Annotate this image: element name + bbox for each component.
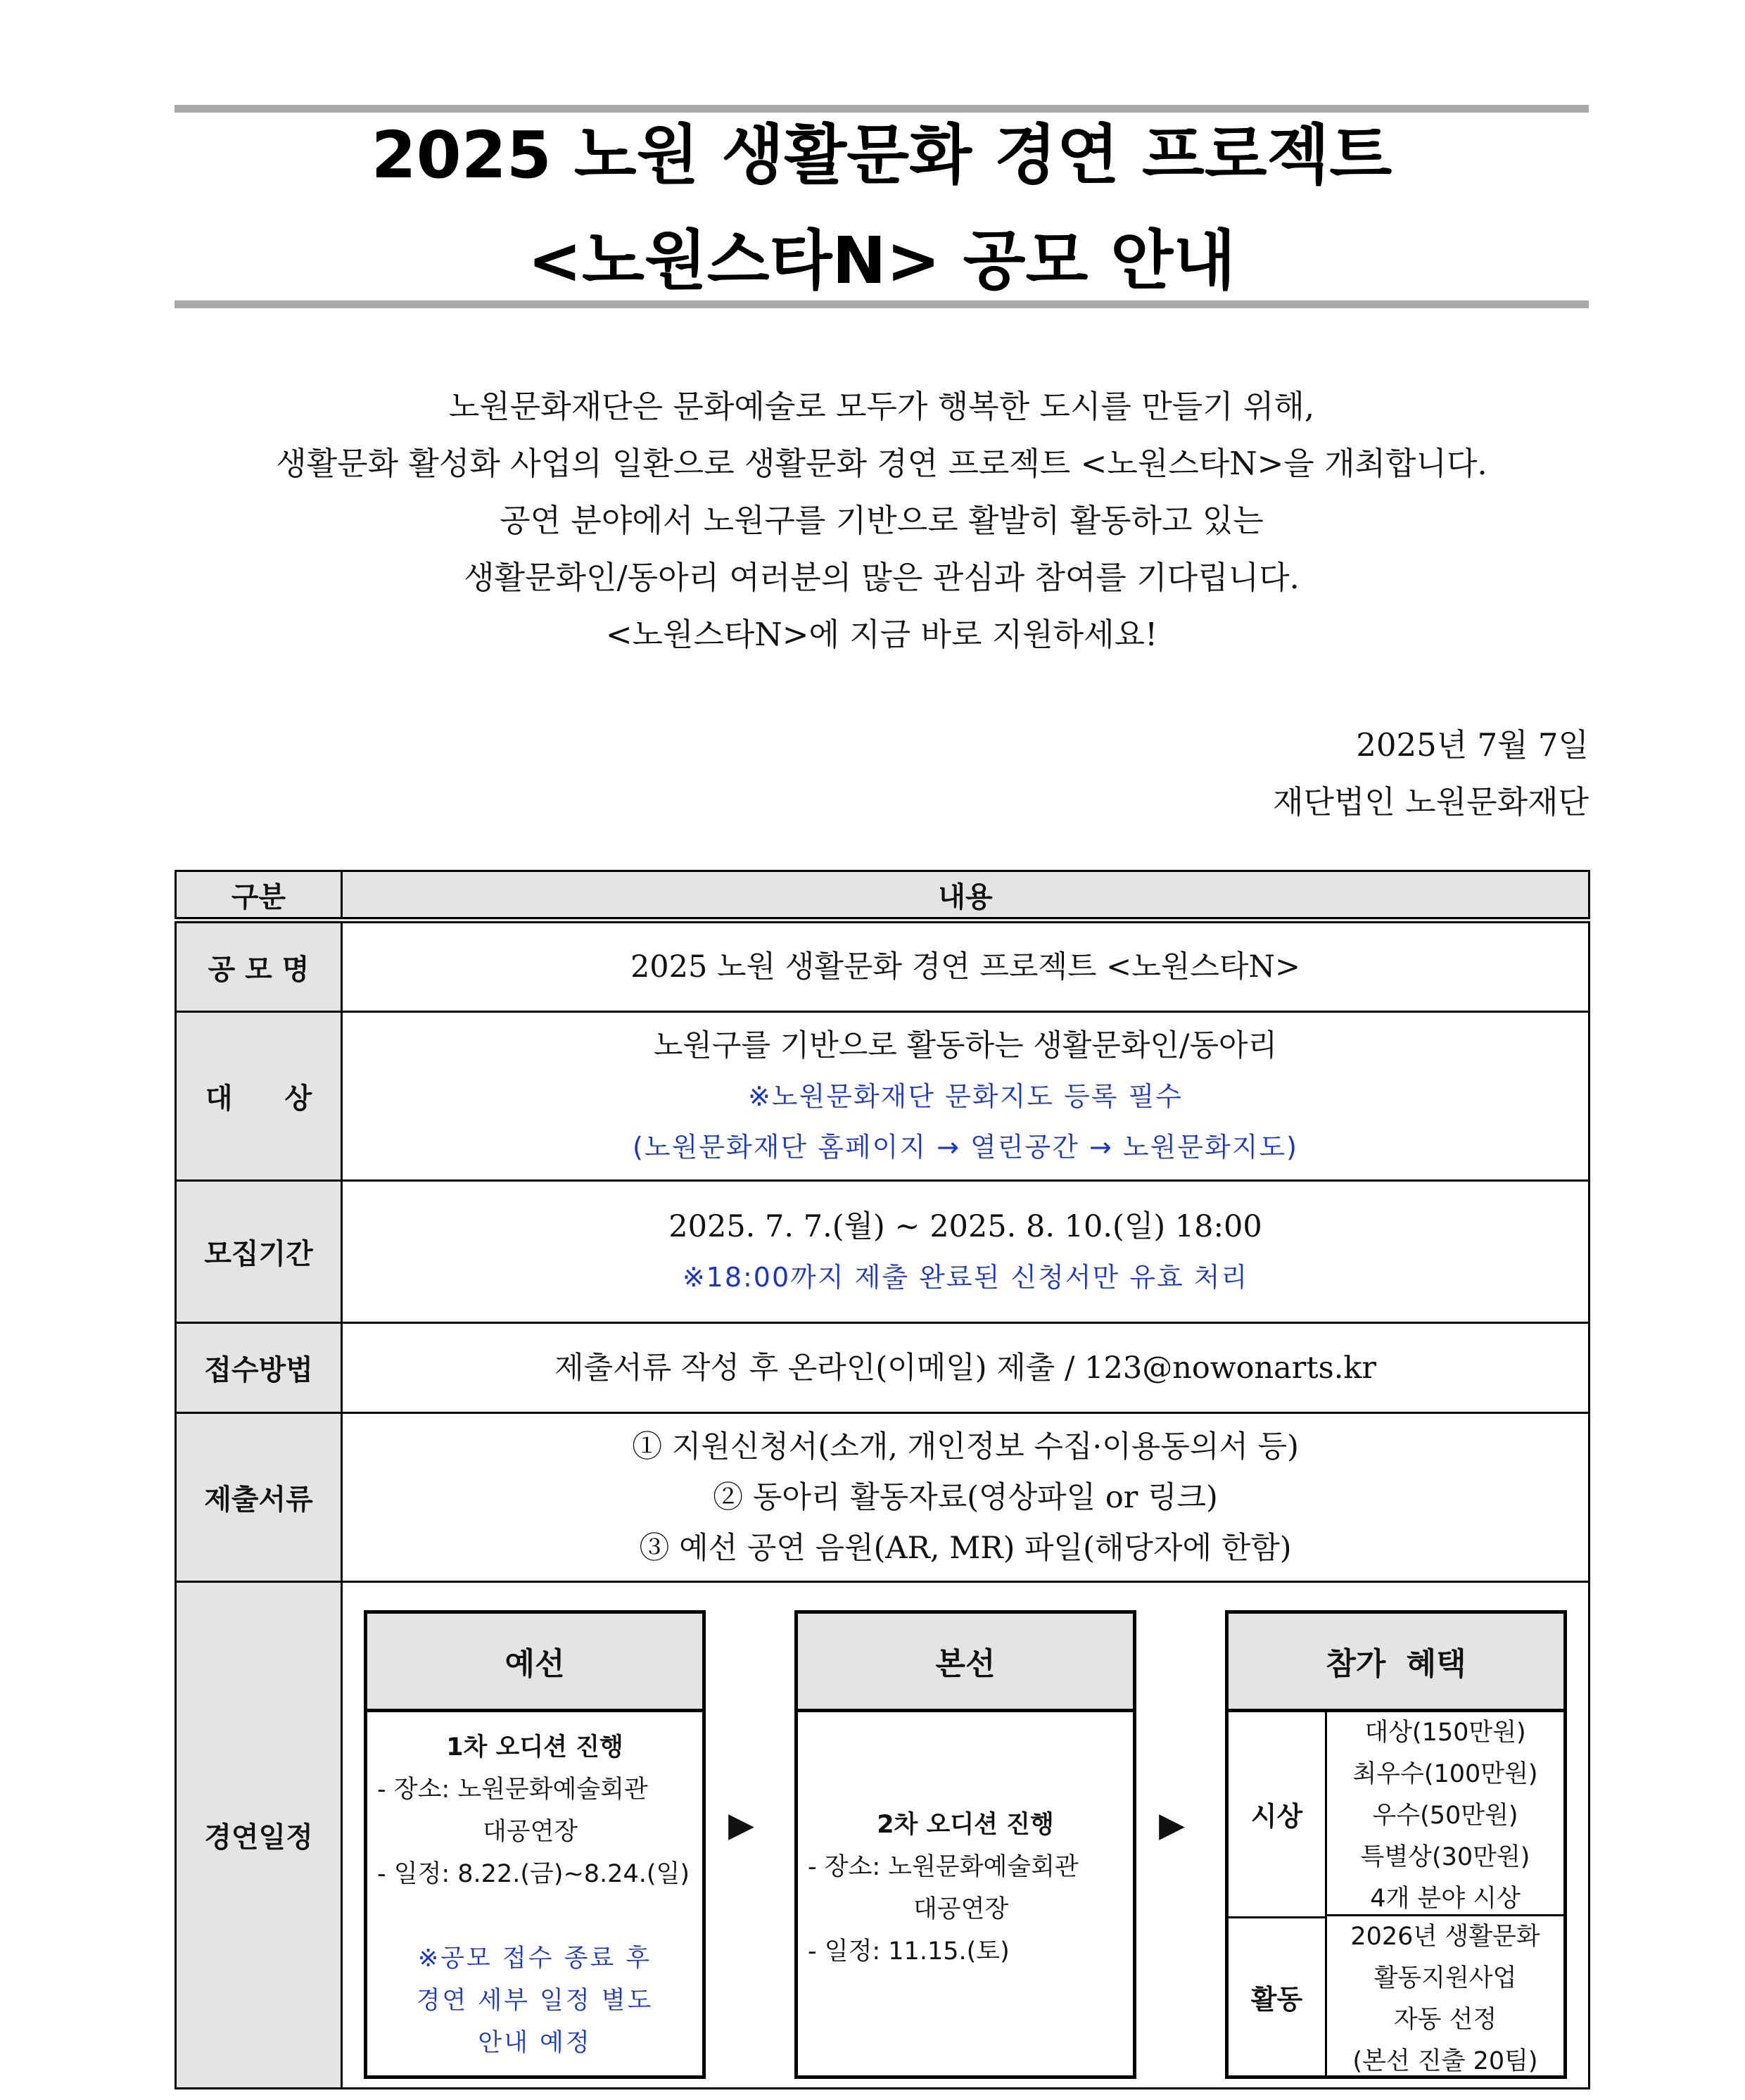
intro-line: <노원스타N>에 지금 바로 지원하세요! bbox=[605, 616, 1158, 653]
award-label: 시상 bbox=[1229, 1712, 1327, 1916]
period-value: 2025. 7. 7.(월) ~ 2025. 8. 10.(일) 18:00 bbox=[668, 1208, 1262, 1244]
schedule-cell bbox=[342, 1582, 1589, 2089]
title-top-rule bbox=[174, 105, 1589, 113]
arrow-right-icon: ▶ bbox=[1159, 1804, 1185, 1845]
row-label-method: 접수방법 bbox=[176, 1323, 342, 1413]
page-title-line-2: <노원스타N> 공모 안내 bbox=[527, 223, 1236, 298]
column-header-content: 내용 bbox=[342, 871, 1589, 921]
target-value: 노원구를 기반으로 활동하는 생활문화인/동아리 bbox=[653, 1027, 1278, 1063]
prelim-note: 경연 세부 일정 별도 bbox=[416, 1986, 654, 2015]
intro-line: 생활문화 활성화 사업의 일환으로 생활문화 경연 프로젝트 <노원스타N>을 개최합니다. bbox=[276, 445, 1487, 482]
award-item: 우수(50만원) bbox=[1372, 1801, 1518, 1830]
benefits-title: 참가 혜택 bbox=[1229, 1614, 1563, 1712]
benefits-body bbox=[1229, 1712, 1563, 2075]
table-row-schedule bbox=[176, 1582, 1589, 2089]
final-venue: - 장소: 노원문화예술회관 bbox=[808, 1852, 1079, 1881]
recruitment-info-table bbox=[174, 870, 1590, 2089]
final-heading: 2차 오디션 진행 bbox=[877, 1810, 1054, 1839]
award-item: 대상(150만원) bbox=[1364, 1718, 1526, 1747]
intro-paragraph bbox=[174, 378, 1589, 663]
table-row-target bbox=[176, 1012, 1589, 1181]
row-label-period: 모집기간 bbox=[176, 1181, 342, 1323]
prelim-details bbox=[367, 1712, 702, 2078]
arrow-right-icon: ▶ bbox=[728, 1804, 754, 1845]
prelim-heading: 1차 오디션 진행 bbox=[446, 1733, 623, 1761]
target-cell bbox=[342, 1012, 1589, 1181]
announcing-organization: 재단법인 노원문화재단 bbox=[1272, 783, 1589, 821]
document-item: ② 동아리 활동자료(영상파일 or 링크) bbox=[713, 1479, 1218, 1515]
table-header-row bbox=[176, 871, 1589, 921]
benefits-box bbox=[1225, 1610, 1567, 2079]
documents-cell bbox=[342, 1413, 1589, 1582]
prelim-note: 안내 예정 bbox=[478, 2028, 592, 2057]
row-label-schedule: 경연일정 bbox=[176, 1582, 342, 2089]
prelim-title: 예선 bbox=[367, 1614, 702, 1712]
method-value: 제출서류 작성 후 온라인(이메일) 제출 / 123@nowonarts.kr bbox=[342, 1323, 1589, 1413]
prelim-venue-hall: 대공연장 bbox=[483, 1817, 578, 1846]
schedule-flow bbox=[343, 1589, 1588, 2082]
activity-list bbox=[1327, 1916, 1563, 2075]
document-item: ③ 예선 공연 음원(AR, MR) 파일(해당자에 한함) bbox=[639, 1530, 1292, 1566]
row-label-documents: 제출서류 bbox=[176, 1413, 342, 1582]
prelim-date: - 일정: 8.22.(금)~8.24.(일) bbox=[377, 1859, 690, 1888]
period-note: ※18:00까지 제출 완료된 신청서만 유효 처리 bbox=[682, 1261, 1249, 1293]
table-row-period bbox=[176, 1181, 1589, 1323]
final-date: - 일정: 11.15.(토) bbox=[808, 1937, 1010, 1966]
contest-name-value: 2025 노원 생활문화 경연 프로젝트 <노원스타N> bbox=[342, 921, 1589, 1012]
activity-item: 자동 선정 bbox=[1393, 2005, 1497, 2034]
announcement-date: 2025년 7월 7일 bbox=[1356, 726, 1589, 764]
table-row-contest-name bbox=[176, 921, 1589, 1012]
document-item: ① 지원신청서(소개, 개인정보 수집·이용동의서 등) bbox=[632, 1429, 1299, 1465]
intro-line: 노원문화재단은 문화예술로 모두가 행복한 도시를 만들기 위해, bbox=[448, 388, 1315, 425]
activity-item: (본선 진출 20팀) bbox=[1352, 2047, 1538, 2075]
target-note-registration: ※노원문화재단 문화지도 등록 필수 bbox=[748, 1080, 1183, 1112]
final-title: 본선 bbox=[798, 1614, 1133, 1712]
award-list bbox=[1327, 1712, 1563, 1916]
intro-line: 공연 분야에서 노원구를 기반으로 활발히 활동하고 있는 bbox=[500, 502, 1264, 539]
prelim-box bbox=[364, 1610, 706, 2079]
period-cell bbox=[342, 1181, 1589, 1323]
column-header-category: 구분 bbox=[176, 871, 342, 921]
target-note-path: (노원문화재단 홈페이지 → 열린공간 → 노원문화지도) bbox=[633, 1131, 1298, 1163]
final-box bbox=[794, 1610, 1136, 2079]
award-item: 4개 분야 시상 bbox=[1370, 1884, 1521, 1913]
table-row-method bbox=[176, 1323, 1589, 1413]
activity-label: 활동 bbox=[1229, 1916, 1327, 2075]
activity-item: 활동지원사업 bbox=[1373, 1963, 1517, 1992]
award-item: 최우수(100만원) bbox=[1352, 1759, 1538, 1788]
final-details bbox=[798, 1712, 1133, 1987]
page-title-line-1: 2025 노원 생활문화 경연 프로젝트 bbox=[371, 118, 1392, 193]
prelim-note: ※공모 접수 종료 후 bbox=[417, 1944, 652, 1973]
title-bottom-rule bbox=[174, 301, 1589, 308]
table-row-documents bbox=[176, 1413, 1589, 1582]
row-label-contest-name: 공 모 명 bbox=[176, 921, 342, 1012]
final-venue-hall: 대공연장 bbox=[913, 1895, 1009, 1923]
row-label-target: 대 상 bbox=[176, 1012, 342, 1181]
activity-item: 2026년 생활문화 bbox=[1350, 1922, 1540, 1951]
intro-line: 생활문화인/동아리 여러분의 많은 관심과 참여를 기다립니다. bbox=[464, 559, 1300, 596]
prelim-venue: - 장소: 노원문화예술회관 bbox=[377, 1775, 648, 1804]
award-item: 특별상(30만원) bbox=[1360, 1842, 1530, 1871]
